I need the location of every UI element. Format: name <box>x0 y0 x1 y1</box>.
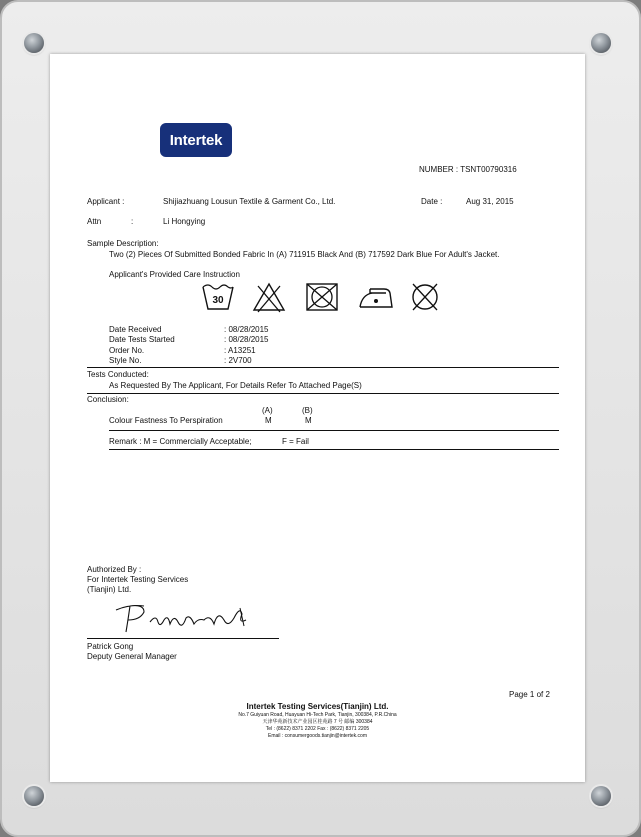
date-received-value: : 08/28/2015 <box>224 325 269 334</box>
date-value: Aug 31, 2015 <box>466 197 514 206</box>
footer-address-en: No.7 Guiyuan Road, Huayuan Hi-Tech Park, Tianjin, 300384, P.R.China <box>238 712 397 718</box>
authorized-by-label: Authorized By : <box>87 565 142 574</box>
colour-fastness-label: Colour Fastness To Perspiration <box>109 416 223 425</box>
divider <box>109 449 559 450</box>
intertek-logo: Intertek <box>160 123 232 157</box>
fail-legend: F = Fail <box>282 437 309 446</box>
footer-address-cn: 天津华苑新技术产业园区桂苑路 7 号 邮编 300384 <box>262 719 373 725</box>
signatory-title: Deputy General Manager <box>87 652 177 661</box>
result-b: M <box>305 416 312 425</box>
attn-value: Li Hongying <box>163 217 206 226</box>
screw-bottom-right <box>591 786 611 806</box>
footer-email: Email : consumergoods.tianjin@intertek.com <box>267 733 367 739</box>
divider <box>87 393 559 394</box>
sample-description-text: Two (2) Pieces Of Submitted Bonded Fabric In (A) 711915 Black And (B) 717592 Dark Blue For Adult's Jacket. <box>109 250 500 259</box>
page-number: Page 1 of 2 <box>509 690 550 699</box>
do-not-bleach-icon <box>251 281 287 313</box>
report-page <box>50 54 585 782</box>
date-tests-started-label: Date Tests Started <box>109 335 175 344</box>
authorized-company-line1: For Intertek Testing Services <box>87 575 189 584</box>
date-received-label: Date Received <box>109 325 162 334</box>
order-no-label: Order No. <box>109 346 145 355</box>
signature <box>110 600 270 636</box>
wash-temperature: 30 <box>212 295 224 306</box>
footer-company: Intertek Testing Services(Tianjin) Ltd. <box>246 702 389 711</box>
column-a-header: (A) <box>262 406 273 415</box>
signature-line <box>87 638 279 639</box>
signatory-name: Patrick Gong <box>87 642 134 651</box>
do-not-tumble-dry-icon <box>304 281 340 313</box>
sample-description-label: Sample Description: <box>87 239 159 248</box>
iron-low-icon <box>356 281 396 313</box>
attn-colon: : <box>131 217 134 226</box>
wash-30-icon <box>200 281 236 313</box>
date-tests-started-value: : 08/28/2015 <box>224 335 269 344</box>
authorized-company-line2: (Tianjin) Ltd. <box>87 585 132 594</box>
care-instruction-label: Applicant's Provided Care Instruction <box>109 270 240 279</box>
style-no-label: Style No. <box>109 356 142 365</box>
result-a: M <box>265 416 272 425</box>
tests-conducted-text: As Requested By The Applicant, For Details Refer To Attached Page(S) <box>109 381 362 390</box>
do-not-dry-clean-icon <box>407 281 443 313</box>
report-number: NUMBER : TSNT00790316 <box>419 165 517 174</box>
divider <box>109 430 559 431</box>
footer-phone: Tel : (8622) 8371 2202 Fax : (8622) 8371 2205 <box>265 726 370 732</box>
conclusion-label: Conclusion: <box>87 395 129 404</box>
remark-text: Remark : M = Commercially Acceptable; <box>109 437 252 446</box>
attn-label: Attn <box>87 217 102 226</box>
tests-conducted-label: Tests Conducted: <box>87 370 149 379</box>
column-b-header: (B) <box>302 406 313 415</box>
screw-top-right <box>591 33 611 53</box>
applicant-label: Applicant : <box>87 197 125 206</box>
order-no-value: : A13251 <box>224 346 256 355</box>
date-label: Date : <box>421 197 443 206</box>
screw-bottom-left <box>24 786 44 806</box>
screw-top-left <box>24 33 44 53</box>
style-no-value: : 2V700 <box>224 356 252 365</box>
divider <box>87 367 559 368</box>
applicant-value: Shijiazhuang Lousun Textile & Garment Co., Ltd. <box>163 197 336 206</box>
